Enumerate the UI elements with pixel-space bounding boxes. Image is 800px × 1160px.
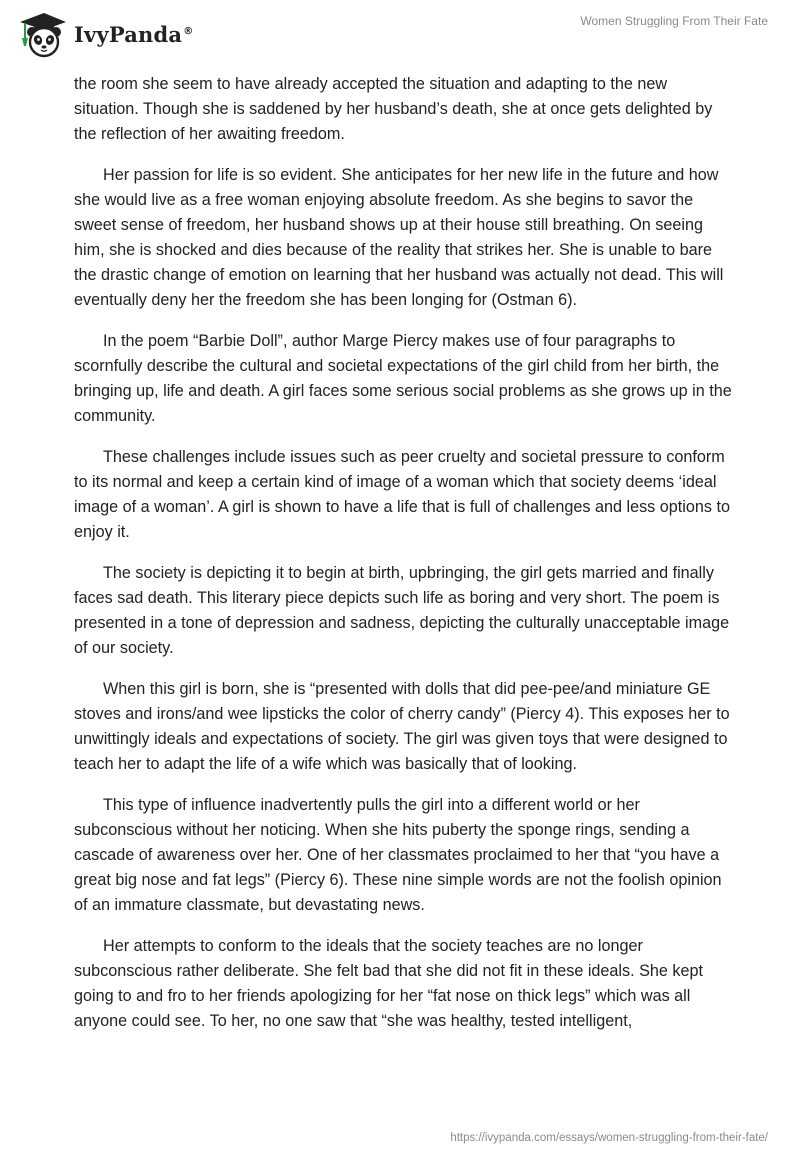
paragraph: Her attempts to conform to the ideals that the society teaches are no longer subconscious rather deliberate. She felt bad that she did not fit in these ideals. She kept going to and fro to her friends apologizing for her “fat nose on thick legs” which was all anyone could see. To her, no one saw that “she was healthy, tested intelligent,	[74, 937, 704, 1030]
paragraph: The society is depicting it to begin at birth, upbringing, the girl gets married and finally faces sad death. This literary piece depicts such life as boring and very short. The poem is presented in a tone of depression and sadness, depicting the culturally unacceptable image of our society.	[74, 564, 730, 657]
paragraph: the room she seem to have already accepted the situation and adapting to the new situation. Though she is saddened by her husband’s death, she at once gets delighted by the reflection of her awaiting freedom.	[74, 75, 713, 143]
registered-mark: ®	[183, 25, 194, 37]
ivypanda-logo[interactable]	[16, 10, 193, 58]
brand-name	[74, 22, 193, 47]
document-title: Women Struggling From Their Fate	[580, 14, 768, 28]
essay-body	[74, 72, 734, 1050]
panda-graduation-cap-icon	[16, 10, 68, 58]
paragraph: In the poem “Barbie Doll”, author Marge Piercy makes use of four paragraphs to scornfully describe the cultural and societal expectations of the girl child from her birth, the bringing up, life and death. A girl faces some serious social problems as she grows up in the community.	[74, 332, 732, 425]
page-header	[0, 0, 800, 70]
paragraph: When this girl is born, she is “presented with dolls that did pee-pee/and miniature GE stoves and irons/and wee lipsticks the color of cherry candy” (Piercy 4). This exposes her to unwittingly ideals and expectations of society. The girl was given toys that were designed to teach her to adapt the life of a wife which was basically that of looking.	[74, 680, 730, 773]
paragraph: This type of influence inadvertently pulls the girl into a different world or her subconscious without her noticing. When she hits puberty the sponge rings, sending a cascade of awareness over her. One of her classmates proclaimed to her that “you have a great big nose and fat legs” (Piercy 6). These nine simple words are not the foolish opinion of an immature classmate, but devastating news.	[74, 796, 722, 914]
source-url[interactable]: https://ivypanda.com/essays/women-struggling-from-their-fate/	[450, 1132, 768, 1144]
paragraph: These challenges include issues such as peer cruelty and societal pressure to conform to its normal and keep a certain kind of image of a woman which that society deems ‘ideal image of a woman’. A girl is shown to have a life that is full of challenges and less options to enjoy it.	[74, 448, 730, 541]
brand-name-text: IvyPanda	[74, 21, 183, 47]
paragraph: Her passion for life is so evident. She anticipates for her new life in the future and how she would live as a free woman enjoying absolute freedom. As she begins to savor the sweet sense of freedom, her husband shows up at their house still breathing. On seeing him, she is shocked and dies because of the reality that strikes her. She is unable to bare the drastic change of emotion on learning that her husband was actually not dead. This will eventually deny her the freedom she has been longing for (Ostman 6).	[74, 166, 724, 309]
